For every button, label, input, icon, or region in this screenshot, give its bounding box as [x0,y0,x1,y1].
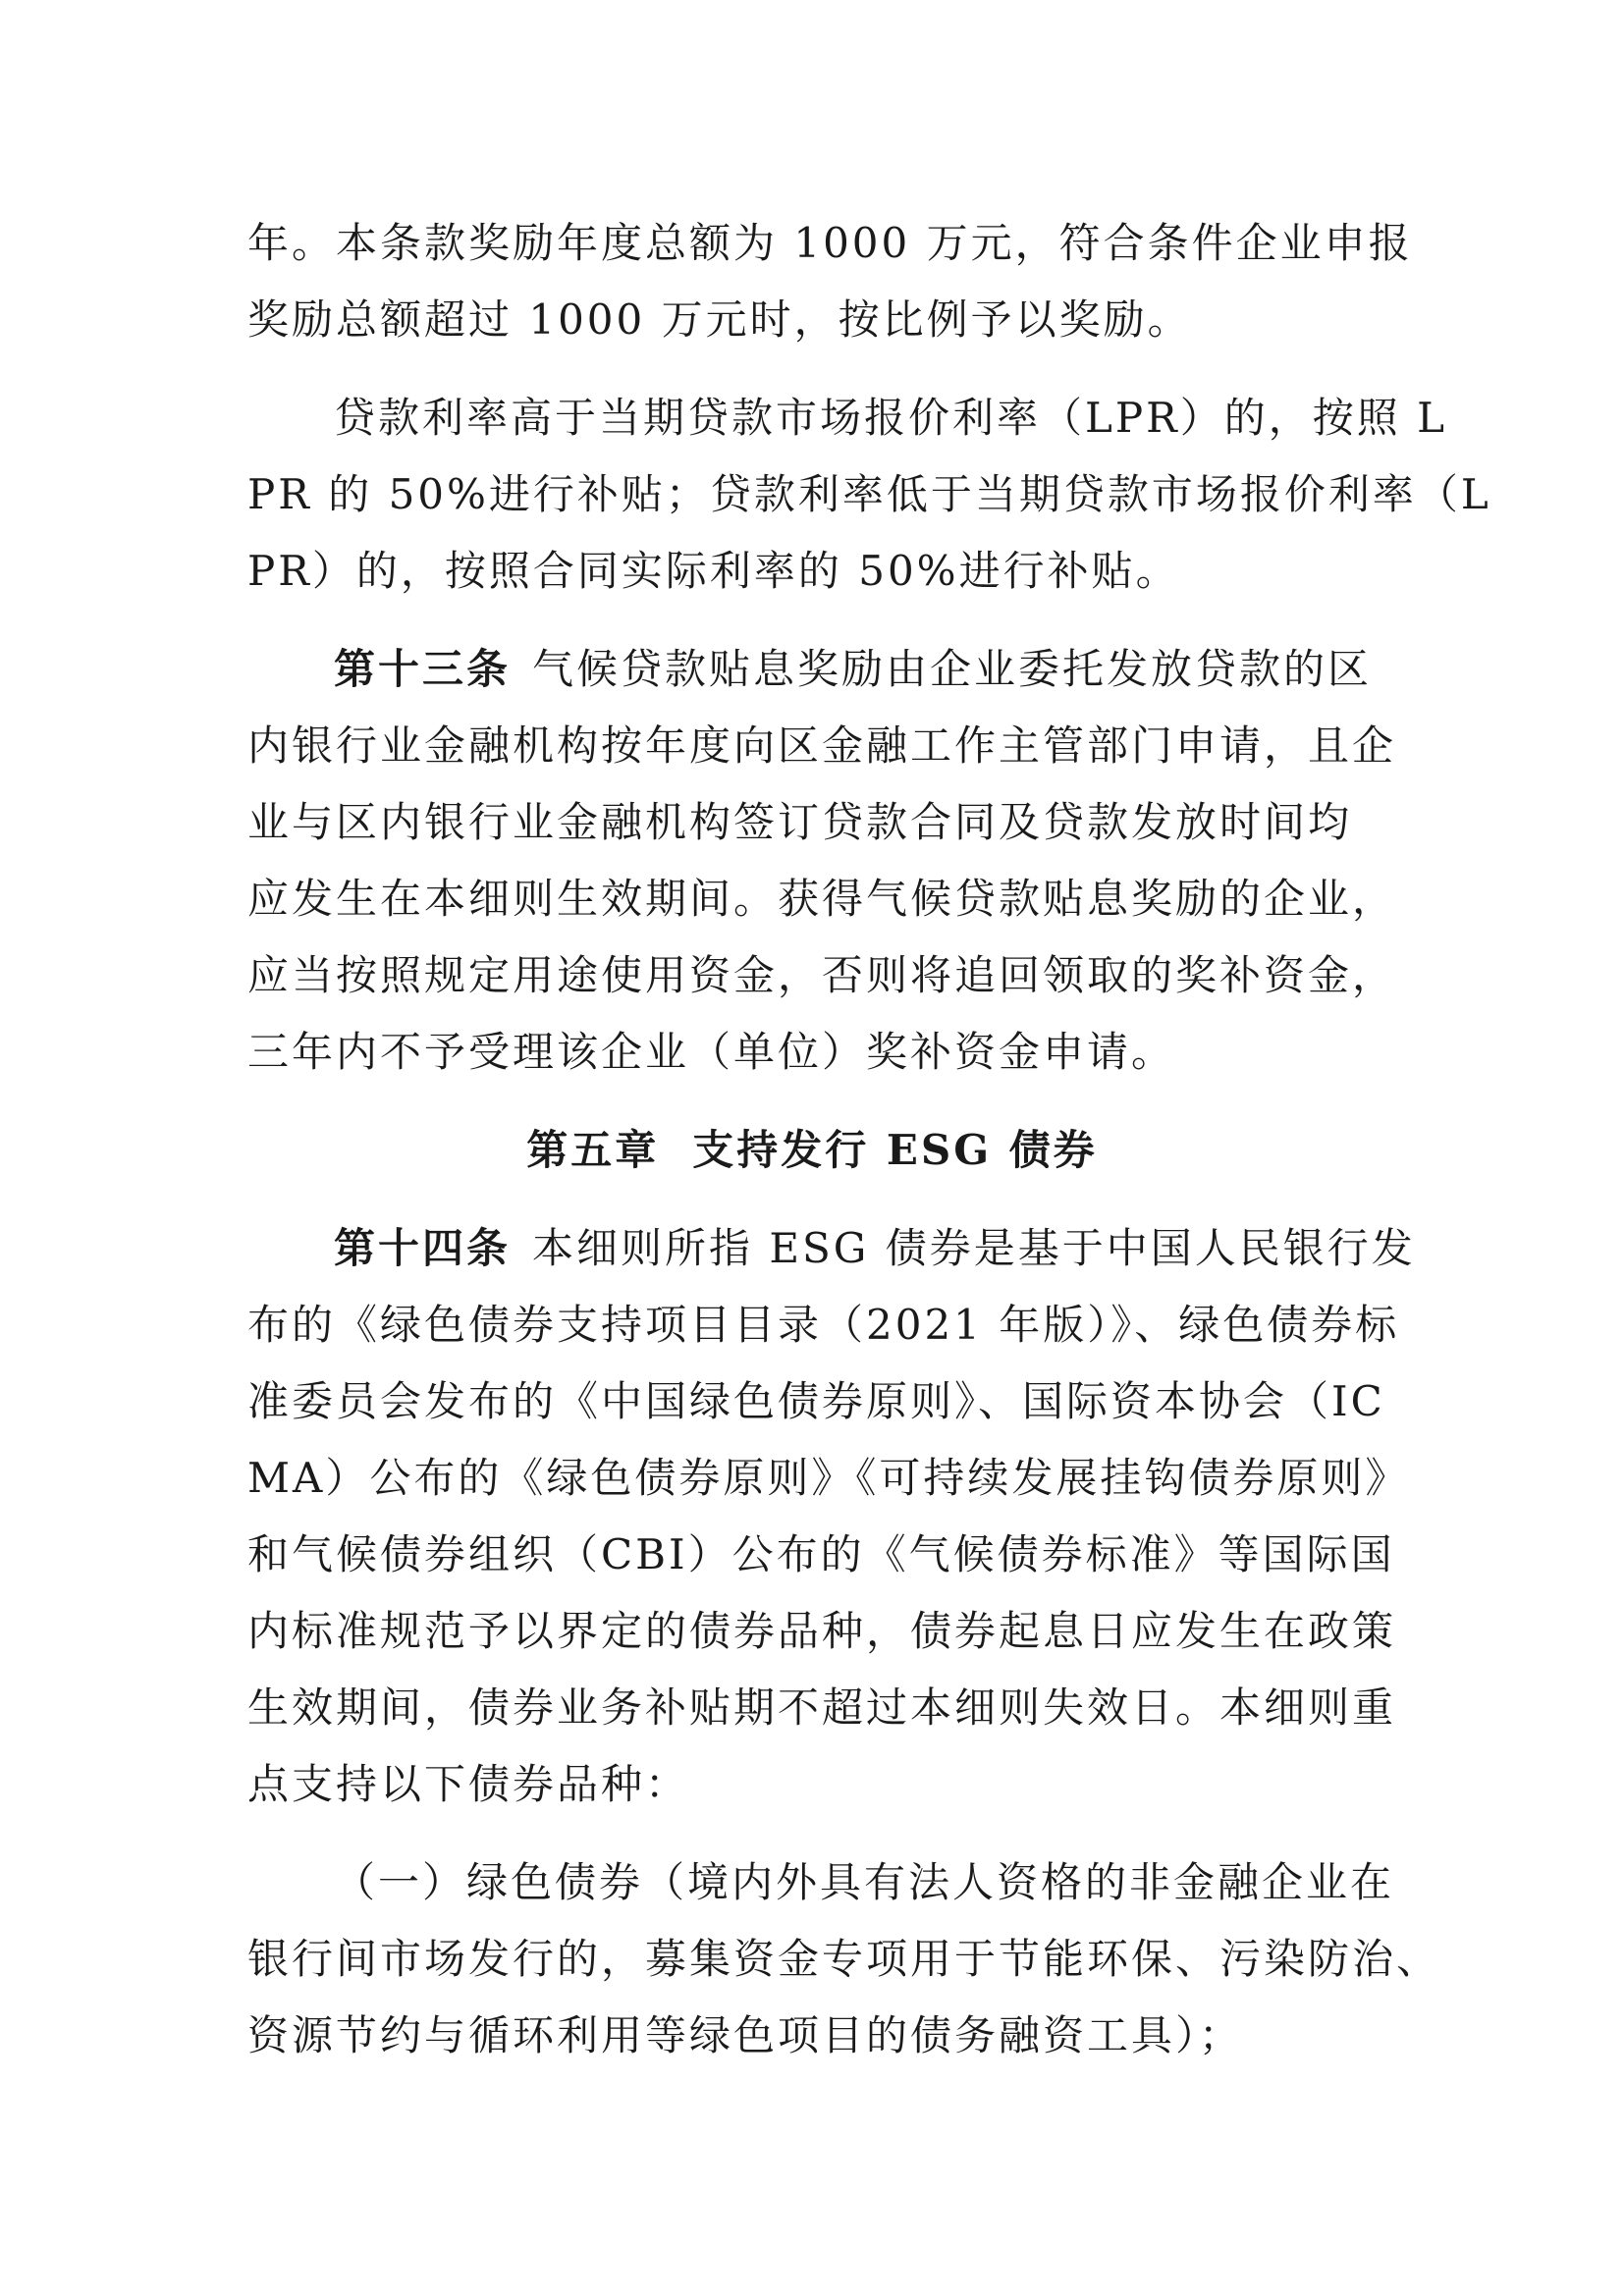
text-line: 布的《绿色债券支持项目目录（2021 年版）》、绿色债券标 [247,1301,1400,1349]
text-line: 内银行业金融机构按年度向区金融工作主管部门申请，且企 [247,721,1397,770]
text-line: 年。本条款奖励年度总额为 1000 万元，符合条件企业申报 [247,219,1413,267]
chapter-heading [0,1121,1624,1180]
text-line: 资源节约与循环利用等绿色项目的债务融资工具）； [247,2011,1244,2059]
text-line: 点支持以下债券品种： [247,1760,690,1808]
text-line: 准委员会发布的《中国绿色债券原则》、国际资本协会（IC [247,1377,1385,1425]
text-line: 应当按照规定用途使用资金，否则将追回领取的奖补资金， [247,951,1397,999]
text-line: 气候贷款贴息奖励由企业委托发放贷款的区 [532,645,1373,693]
text-line: 业与区内银行业金融机构签订贷款合同及贷款发放时间均 [247,798,1353,846]
text-line: PR 的 50%进行补贴；贷款利率低于当期贷款市场报价利率（L [247,470,1491,518]
article-14-label: 第十四条 [334,1224,512,1272]
article-14-first-line [334,1219,1416,1278]
text-line: 生效期间，债券业务补贴期不超过本细则失效日。本细则重 [247,1683,1397,1732]
text-line: （一）绿色债券（境内外具有法人资格的非金融企业在 [334,1858,1395,1906]
text-line: 贷款利率高于当期贷款市场报价利率（LPR）的，按照 L [334,394,1448,442]
article-13-first-line [334,640,1372,699]
text-line: 和气候债券组织（CBI）公布的《气候债券标准》等国际国 [247,1530,1395,1578]
text-line: 应发生在本细则生效期间。获得气候贷款贴息奖励的企业， [247,875,1397,923]
text-line: MA）公布的《绿色债券原则》《可持续发展挂钩债券原则》 [247,1454,1410,1502]
text-line: 三年内不予受理该企业（单位）奖补资金申请。 [247,1028,1176,1076]
text-line: 奖励总额超过 1000 万元时，按比例予以奖励。 [247,295,1192,344]
text-line: 银行间市场发行的，募集资金专项用于节能环保、污染防治、 [247,1935,1441,1983]
text-line: PR）的，按照合同实际利率的 50%进行补贴。 [247,547,1180,595]
text-line: 内标准规范予以界定的债券品种，债券起息日应发生在政策 [247,1607,1397,1655]
article-13-label: 第十三条 [334,645,512,693]
chapter-number: 第五章 [526,1126,660,1174]
chapter-title: 支持发行 ESG 债券 [692,1126,1098,1174]
text-line: 本细则所指 ESG 债券是基于中国人民银行发 [532,1224,1416,1272]
